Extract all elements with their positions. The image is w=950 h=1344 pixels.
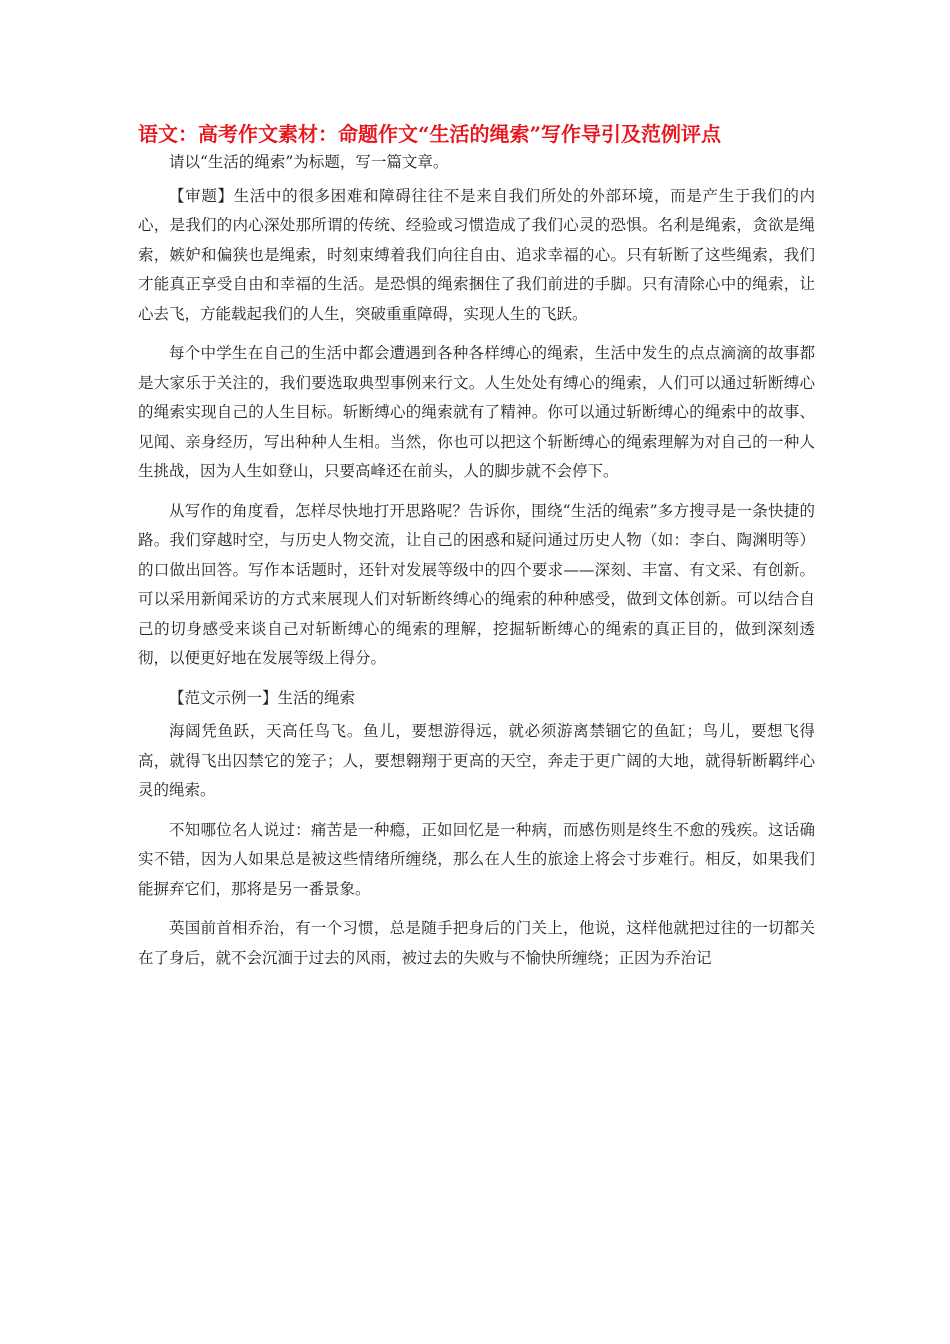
paragraph-sample-heading: 【范文示例一】生活的绳索 — [169, 688, 356, 707]
paragraph-writing-tips: 从写作的角度看，怎样尽快地打开思路呢？告诉你，围绕“生活的绳索”多方搜寻是一条快捷的路。我们穿越时空，与历史人物交流，让自己的困惑和疑问通过历史人物（如：李白、陶渊明等）的口做出回答。写作本话题时，还针对发展等级中的四个要求——深刻、丰富、有文采、有创新。可以采用新闻采访的方式来展现人们对斩断终缚心的绳索的种种感受，做到文体创新。可以结合自己的切身感受来谈自己对斩断缚心的绳索的理解，挖掘斩断缚心的绳索的真正目的，做到深刻透彻，以便更好地在发展等级上得分。 — [138, 501, 815, 667]
paragraph-sample-1: 海阔凭鱼跃，天高任鸟飞。鱼儿，要想游得远，就必须游离禁锢它的鱼缸；鸟儿，要想飞得高，就得飞出囚禁它的笼子；人，要想翱翔于更高的天空，奔走于更广阔的大地，就得斩断羁绊心灵的绳索。 — [138, 722, 815, 799]
paragraph-analysis: 【审题】生活中的很多困难和障碍往往不是来自我们所处的外部环境，而是产生于我们的内心，是我们的内心深处那所谓的传统、经验或习惯造成了我们心灵的恐惧。名利是绳索，贪欲是绳索，嫉妒和偏狭也是绳索，时刻束缚着我们向往自由、追求幸福的心。只有斩断了这些绳索，我们才能真正享受自由和幸福的生活。是恐惧的绳索捆住了我们前进的手脚。只有清除心中的绳索，让心去飞，方能载起我们的人生，突破重重障碍，实现人生的飞跃。 — [138, 186, 815, 323]
paragraph-sample-3: 英国前首相乔治，有一个习惯，总是随手把身后的门关上，他说，这样他就把过往的一切都关在了身后，就不会沉湎于过去的风雨，被过去的失败与不愉快所缠绕；正因为乔治记 — [138, 919, 815, 967]
paragraph-sample-2: 不知哪位名人说过：痛苦是一种瘾，正如回忆是一种病，而感伤则是终生不愈的残疾。这话确实不错，因为人如果总是被这些情绪所缠绕，那么在人生的旅途上将会寸步难行。相反，如果我们能摒弃它们，那将是另一番景象。 — [138, 820, 815, 898]
paragraph-prompt: 请以“生活的绳索”为标题，写一篇文章。 — [169, 153, 449, 171]
document-title: 语文：高考作文素材：命题作文“生活的绳索”写作导引及范例评点 — [138, 122, 722, 146]
paragraph-guidance: 每个中学生在自己的生活中都会遭遇到各种各样缚心的绳索，生活中发生的点点滴滴的故事都是大家乐于关注的，我们要选取典型事例来行文。人生处处有缚心的绳索，人们可以通过斩断缚心的绳索实现自己的人生目标。斩断缚心的绳索就有了精神。你可以通过斩断缚心的绳索中的故事、见闻、亲身经历，写出种种人生相。当然，你也可以把这个斩断缚心的绳索理解为对自己的一种人生挑战，因为人生如登山，只要高峰还在前头，人的脚步就不会停下。 — [138, 344, 815, 480]
document-body — [138, 148, 815, 983]
